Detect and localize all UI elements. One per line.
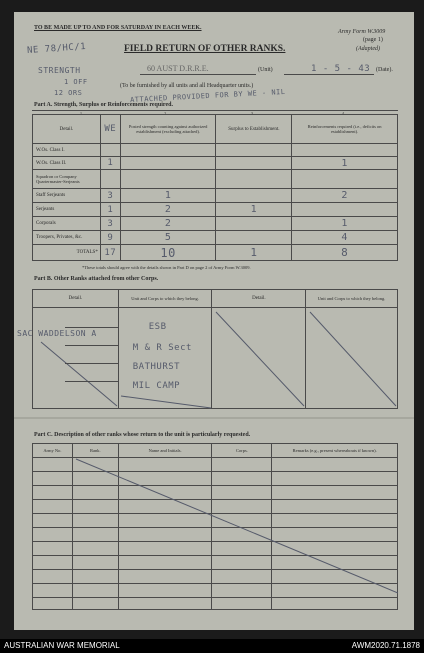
table-row [33,144,398,157]
handwritten-strength: STRENGTH [38,66,81,75]
handwritten-attached-note: ATTACHED PROVIDED FOR BY WE - NIL [129,87,286,105]
part-b-header-detail: Detail. [33,290,119,308]
part-b-table [17,289,398,409]
unit-line-4: MIL CAMP [132,381,181,391]
row-label: Troopers, Privates, &c. [33,231,101,245]
attached-member-name: SAC WADDELSON A [17,329,97,338]
totals-we: 17 [100,245,120,261]
row-surplus [216,231,292,245]
part-a-heading: Part A. Strength, Surplus or Reinforcements required. [34,102,173,108]
furnished-note: (To be furnished by all units and all Headquarter units.) [120,83,254,89]
totals-label: TOTALS* [33,245,101,261]
row-reinforcements [292,170,398,189]
table-row [33,217,398,231]
date-label: (Date). [376,67,393,73]
part-a-header-surplus: Surplus to Establishment. [216,115,292,144]
archive-name: AUSTRALIAN WAR MEMORIAL [4,641,120,650]
strike-through-line [212,308,306,409]
strike-through-line [33,308,119,409]
part-a-header-detail: Detail. [33,115,101,144]
col-number-2: 2 [164,111,166,116]
unit-stamp: 60 AUST D.R.R.E. [147,64,209,73]
part-b-unit-cell-2 [306,308,398,409]
row-posted [120,144,216,157]
col-number-1: 1 [80,111,82,116]
row-posted: 1 [120,189,216,203]
row-reinforcements: 1 [292,157,398,170]
row-reinforcements [292,203,398,217]
part-b-unit-cell [118,308,212,409]
part-b-header-unit: Unit and Corps to which they belong. [118,290,212,308]
handwritten-officers: 1 OFF [64,78,88,86]
handwritten-reference: NE 78/HC/1 [26,41,87,57]
part-b-header-unit-2: Unit and Corps to which they belong. [306,290,398,308]
unit-line-2: M & R Sect [132,343,192,353]
table-row [33,170,398,189]
form-reference: Army Form W.3009 [338,29,386,35]
row-label: Squadron or Company Quartermaster-Serjeants [33,170,101,189]
instruction-text: TO BE MADE UP TO AND FOR SATURDAY IN EACH WEEK. [34,25,202,31]
row-reinforcements [292,144,398,157]
row-label: W.Os. Class I. [33,144,101,157]
table-row [33,203,398,217]
totals-reinforcements: 8 [292,245,398,261]
part-c-header-army-no: Army No. [33,444,73,458]
totals-surplus: 1 [216,245,292,261]
unit-line-1: ESB [148,322,167,332]
part-a-header-posted: Posted strength counting against authorized establishment (excluding attached). [120,115,216,144]
archive-reference: AWM2020.71.1878 [351,641,420,650]
row-surplus [216,189,292,203]
table-row [33,157,398,170]
table-row [33,231,398,245]
row-label: Corporals [33,217,101,231]
form-title: FIELD RETURN OF OTHER RANKS. [124,44,286,54]
row-we: 9 [100,231,120,245]
row-we [100,170,120,189]
part-c-header-name: Name and Initials. [118,444,212,458]
row-reinforcements: 2 [292,189,398,203]
col-number-3: 3 [251,111,253,116]
totals-posted: 10 [120,245,216,261]
part-c-cancel-line [32,443,398,611]
row-posted: 5 [120,231,216,245]
part-b-heading: Part B. Other Ranks attached from other Corps. [34,276,159,282]
row-we [100,144,120,157]
adapted-note: (Adapted) [356,46,380,52]
row-posted: 2 [120,217,216,231]
part-c-header-corps: Corps. [212,444,272,458]
part-b-detail-cell [17,308,119,409]
row-label: W.Os. Class II. [33,157,101,170]
col-number-4: 4 [342,111,344,116]
row-surplus: 1 [216,203,292,217]
row-label: Staff Serjeants [33,189,101,203]
handwritten-other-ranks: 12 ORS [54,89,83,97]
row-posted [120,157,216,170]
part-a-header-we: WE [100,115,120,144]
part-b-header-detail-2: Detail. [212,290,306,308]
row-surplus [216,170,292,189]
row-we: 3 [100,189,120,203]
totals-row [33,245,398,261]
row-label: Serjeants [33,203,101,217]
date-value: 1 - 5 - 43 [311,64,371,74]
table-row [33,189,398,203]
part-b-detail-cell-2 [212,308,306,409]
row-reinforcements: 1 [292,217,398,231]
part-a-table [32,114,398,261]
row-surplus [216,157,292,170]
strike-through-line [119,308,213,409]
row-we: 1 [100,203,120,217]
part-c-header-rank: Rank. [72,444,118,458]
unit-label: (Unit) [258,67,273,73]
row-we: 1 [100,157,120,170]
totals-footnote: *These totals should agree with the details shown in Part D on page 2 of Army Form W.3009. [82,265,251,270]
page-reference: (page 1) [363,37,383,43]
part-c-heading: Part C. Description of other ranks whose return to the unit is particularly requested. [34,432,251,438]
part-a-header-reinforcements: Reinforcements required (i.e., deficits on establishment). [292,115,398,144]
row-surplus [216,217,292,231]
strike-through-line [306,308,398,409]
row-posted: 2 [120,203,216,217]
footer-bar [0,639,424,653]
row-reinforcements: 4 [292,231,398,245]
part-c-header-remarks: Remarks (e.g., present whereabouts if known). [272,444,398,458]
page-fold [14,417,414,419]
row-posted [120,170,216,189]
row-we: 3 [100,217,120,231]
unit-line-3: BATHURST [132,362,181,372]
row-surplus [216,144,292,157]
